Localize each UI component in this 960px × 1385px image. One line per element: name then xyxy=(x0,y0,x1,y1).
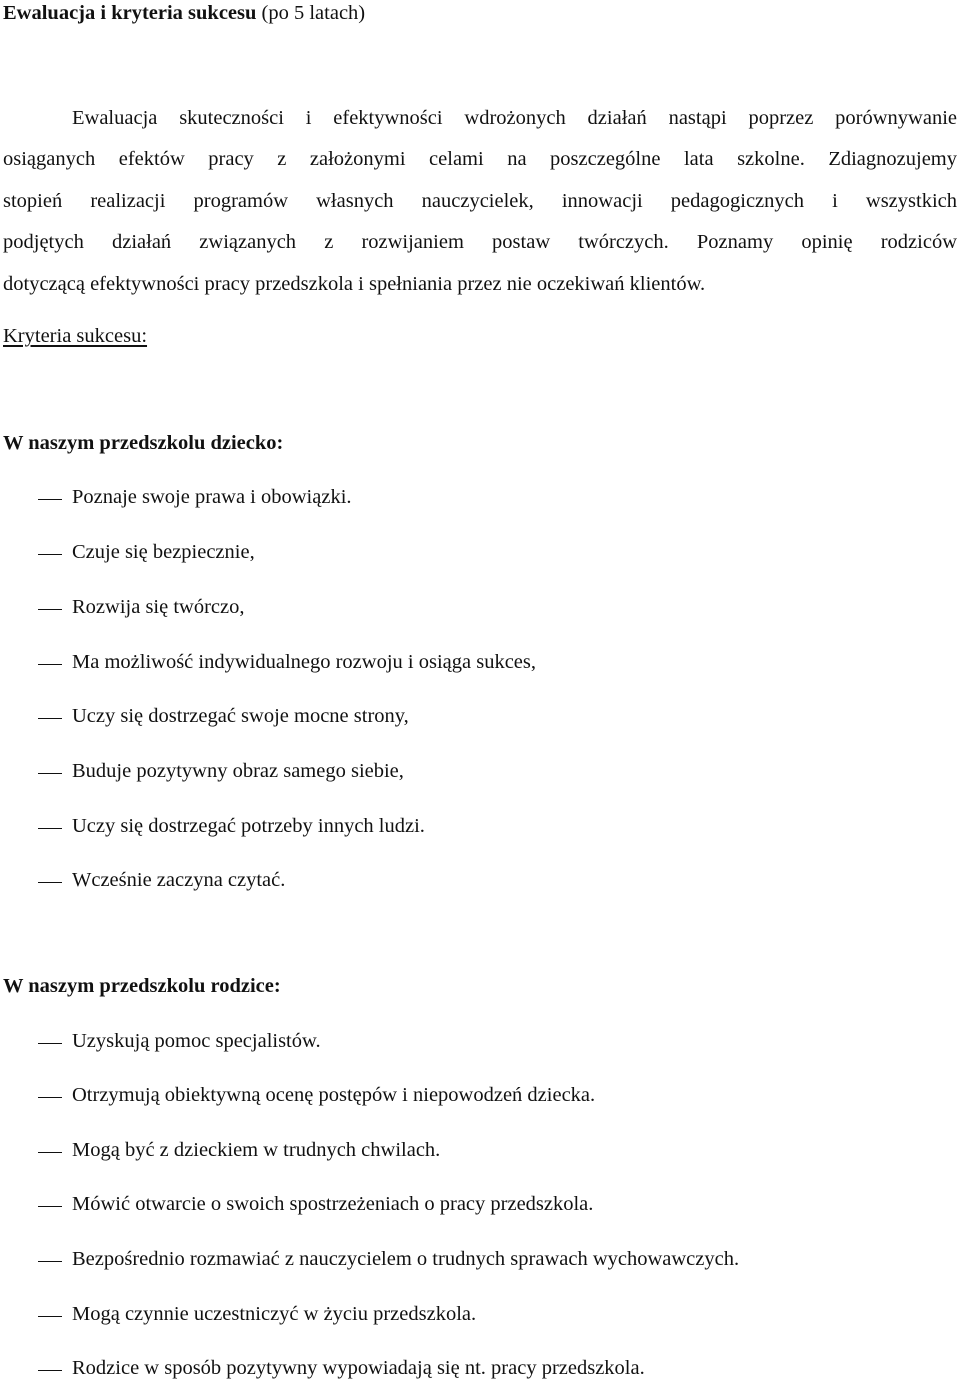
list-item xyxy=(0,596,960,624)
list-item-text: Poznaje swoje prawa i obowiązki. xyxy=(72,486,352,508)
paragraph-line-2: osiąganych efektów pracy z założonymi celami na poszczególne lata szkolne. Zdiagnozujemy xyxy=(3,148,957,170)
children-section-title: W naszym przedszkolu dziecko: xyxy=(3,432,284,454)
list-item-text: Rodzice w sposób pozytywny wypowiadają się nt. pracy przedszkola. xyxy=(72,1357,645,1379)
dash-bullet-icon xyxy=(38,1370,62,1371)
list-item-text: Mówić otwarcie o swoich spostrzeżeniach o pracy przedszkola. xyxy=(72,1193,594,1215)
list-item xyxy=(0,1193,960,1221)
list-item xyxy=(0,1139,960,1167)
list-item-text: Uczy się dostrzegać swoje mocne strony, xyxy=(72,705,409,727)
list-item xyxy=(0,651,960,679)
heading-bold: Ewaluacja i kryteria sukcesu xyxy=(3,2,257,24)
list-item xyxy=(0,705,960,733)
dash-bullet-icon xyxy=(38,609,62,610)
list-item-text: Mogą czynnie uczestniczyć w życiu przedszkola. xyxy=(72,1303,477,1325)
list-item xyxy=(0,815,960,843)
dash-bullet-icon xyxy=(38,1043,62,1044)
paragraph-line-5: dotyczącą efektywności pracy przedszkola i spełniania przez nie oczekiwań klientów. xyxy=(3,273,706,295)
list-item xyxy=(0,760,960,788)
list-item-text: Buduje pozytywny obraz samego siebie, xyxy=(72,760,404,782)
list-item-text: Mogą być z dzieckiem w trudnych chwilach. xyxy=(72,1139,441,1161)
list-item-text: Wcześnie zaczyna czytać. xyxy=(72,869,286,891)
list-item xyxy=(0,1084,960,1112)
list-item-text: Rozwija się twórczo, xyxy=(72,596,245,618)
dash-bullet-icon xyxy=(38,882,62,883)
dash-bullet-icon xyxy=(38,718,62,719)
list-item xyxy=(0,1357,960,1385)
list-item xyxy=(0,486,960,514)
dash-bullet-icon xyxy=(38,1261,62,1262)
dash-bullet-icon xyxy=(38,554,62,555)
dash-bullet-icon xyxy=(38,664,62,665)
dash-bullet-icon xyxy=(38,499,62,500)
list-item xyxy=(0,1303,960,1331)
paragraph-line-4: podjętych działań związanych z rozwijaniem postaw twórczych. Poznamy opinię rodziców xyxy=(3,231,957,253)
dash-bullet-icon xyxy=(38,1097,62,1098)
list-item xyxy=(0,541,960,569)
list-item xyxy=(0,869,960,897)
dash-bullet-icon xyxy=(38,1152,62,1153)
dash-bullet-icon xyxy=(38,1206,62,1207)
document-heading xyxy=(3,2,365,25)
list-item-text: Uzyskują pomoc specjalistów. xyxy=(72,1030,321,1052)
list-item-text: Bezpośrednio rozmawiać z nauczycielem o trudnych sprawach wychowawczych. xyxy=(72,1248,740,1270)
list-item-text: Czuje się bezpiecznie, xyxy=(72,541,255,563)
heading-suffix: (po 5 latach) xyxy=(256,2,366,24)
paragraph-line-3: stopień realizacji programów własnych nauczycielek, innowacji pedagogicznych i wszystkich xyxy=(3,190,957,212)
parents-section-title: W naszym przedszkolu rodzice: xyxy=(3,975,281,997)
dash-bullet-icon xyxy=(38,773,62,774)
paragraph-line-1: Ewaluacja skuteczności i efektywności wdrożonych działań nastąpi poprzez porównywanie xyxy=(72,107,957,129)
criteria-label: Kryteria sukcesu: xyxy=(3,325,148,347)
list-item-text: Ma możliwość indywidualnego rozwoju i osiąga sukces, xyxy=(72,651,537,673)
list-item xyxy=(0,1030,960,1058)
list-item xyxy=(0,1248,960,1276)
dash-bullet-icon xyxy=(38,828,62,829)
list-item-text: Otrzymują obiektywną ocenę postępów i niepowodzeń dziecka. xyxy=(72,1084,596,1106)
list-item-text: Uczy się dostrzegać potrzeby innych ludzi. xyxy=(72,815,425,837)
dash-bullet-icon xyxy=(38,1316,62,1317)
